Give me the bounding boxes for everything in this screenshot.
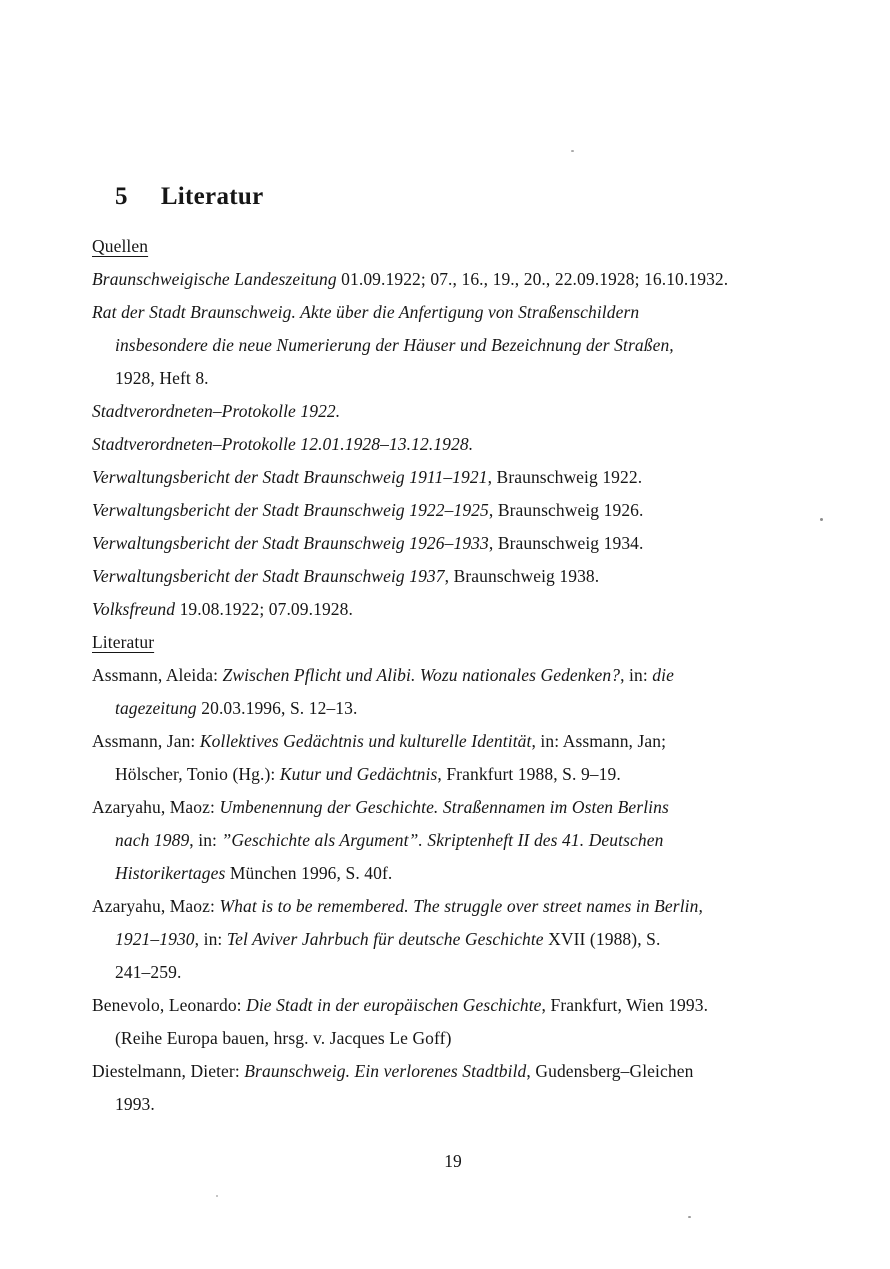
roman-text: , in: [620,665,653,685]
italic-text: Stadtverordneten–Protokolle 1922. [92,401,341,421]
roman-text: , Frankfurt, Wien 1993. [541,995,709,1015]
bib-entry-line [92,824,814,857]
roman-text: 20.03.1996, S. 12–13. [196,698,358,718]
roman-text: , Gudensberg–Gleichen [526,1061,694,1081]
italic-text: Verwaltungsbericht der Stadt Braunschweig 1926–1933 [92,533,489,553]
bib-entry-line [92,923,814,956]
italic-text: Stadtverordneten–Protokolle 12.01.1928–13.12.1928. [92,434,474,454]
bib-entry-line [92,296,814,329]
bib-entry [92,791,814,890]
bib-entry-line [92,527,814,560]
section-label-text: Literatur [92,632,155,652]
italic-text: Historikertages [115,863,226,883]
italic-text: ”Geschichte als Argument”. Skriptenheft II des 41. Deutschen [221,830,664,850]
bibliography [92,230,814,1121]
italic-text: What is to be remembered. The struggle over street names in Berlin, [219,896,703,916]
section-label [92,230,814,263]
bib-entry-line [92,560,814,593]
roman-text: München 1996, S. 40f. [225,863,393,883]
bib-entry-line [92,725,814,758]
bib-entry-line [92,758,814,791]
roman-text: Hölscher, Tonio (Hg.): [115,764,280,784]
bib-entry-line [92,956,814,989]
italic-text: Volksfreund [92,599,176,619]
roman-text: 241–259. [115,962,182,982]
italic-text: Umbenennung der Geschichte. Straßennamen im Osten Berlins [219,797,669,817]
italic-text: 1921–1930 [115,929,195,949]
italic-text: Verwaltungsbericht der Stadt Braunschweig 1922–1925 [92,500,489,520]
italic-text: Verwaltungsbericht der Stadt Braunschweig 1911–1921 [92,467,488,487]
italic-text: Die Stadt in der europäischen Geschichte [246,995,542,1015]
bib-entry [92,461,814,494]
bib-entry-line [92,791,814,824]
bib-entry [92,263,814,296]
bib-entry-line [92,1088,814,1121]
bib-entry [92,494,814,527]
roman-text: XVII (1988), S. [543,929,661,949]
italic-text: nach 1989 [115,830,190,850]
roman-text: Assmann, Jan: [92,731,200,751]
bib-entry-line [92,362,814,395]
bib-entry [92,989,814,1055]
bib-entry-line [92,329,814,362]
italic-text: Tel Aviver Jahrbuch für deutsche Geschichte [226,929,544,949]
roman-text: Azaryahu, Maoz: [92,797,220,817]
bib-entry-line [92,494,814,527]
roman-text: , in: [194,929,227,949]
roman-text: 01.09.1922; 07., 16., 19., 20., 22.09.1928; 16.10.1932. [336,269,729,289]
bib-entry-line [92,989,814,1022]
bib-entry-line [92,857,814,890]
section-heading [115,183,263,211]
roman-text: , Braunschweig 1938. [444,566,600,586]
bib-entry-line [92,593,814,626]
bib-entry-line [92,263,814,296]
roman-text: Benevolo, Leonardo: [92,995,247,1015]
scan-speck [571,150,574,152]
italic-text: Rat der Stadt Braunschweig. Akte über die Anfertigung von Straßenschildern [92,302,640,322]
italic-text: Zwischen Pflicht und Alibi. Wozu nationales Gedenken? [222,665,621,685]
italic-text: insbesondere die neue Numerierung der Häuser und Bezeichnung der Straßen, [115,335,674,355]
bib-entry [92,659,814,725]
bib-entry [92,560,814,593]
bib-entry-line [92,692,814,725]
italic-text: Braunschweig. Ein verlorenes Stadtbild [244,1061,527,1081]
roman-text: , Braunschweig 1926. [488,500,644,520]
bib-entry [92,725,814,791]
roman-text: Azaryahu, Maoz: [92,896,220,916]
bib-entry-line [92,461,814,494]
roman-text: , Frankfurt 1988, S. 9–19. [437,764,621,784]
bib-entry [92,395,814,428]
scan-speck [820,518,823,521]
roman-text: (Reihe Europa bauen, hrsg. v. Jacques Le Goff) [115,1028,452,1048]
roman-text: Assmann, Aleida: [92,665,223,685]
section-title: Literatur [160,183,264,210]
page-number: 19 [444,1151,462,1171]
roman-text: , Braunschweig 1922. [487,467,643,487]
roman-text: , in: [189,830,222,850]
roman-text: 19.08.1922; 07.09.1928. [175,599,353,619]
bib-entry-line [92,1055,814,1088]
bib-entry-line [92,395,814,428]
section-label [92,626,814,659]
italic-text: Verwaltungsbericht der Stadt Braunschweig 1937 [92,566,445,586]
roman-text: 1928, Heft 8. [115,368,209,388]
bib-entry [92,890,814,989]
bib-entry [92,428,814,461]
italic-text: die [652,665,674,685]
scan-speck [216,1195,218,1197]
italic-text: Kutur und Gedächtnis [279,764,438,784]
italic-text: Kollektives Gedächtnis und kulturelle Identität [199,731,532,751]
roman-text: , Braunschweig 1934. [488,533,644,553]
bib-entry-line [92,890,814,923]
bib-entry-line [92,659,814,692]
roman-text: 1993. [115,1094,155,1114]
roman-text: Diestelmann, Dieter: [92,1061,245,1081]
bib-entry [92,1055,814,1121]
section-label-text: Quellen [92,236,149,256]
bib-entry [92,527,814,560]
bib-entry [92,593,814,626]
bib-entry [92,296,814,395]
italic-text: Braunschweigische Landeszeitung [92,269,337,289]
section-number: 5 [115,183,128,210]
scan-speck [688,1216,691,1218]
italic-text: tagezeitung [115,698,197,718]
roman-text: , in: Assmann, Jan; [531,731,667,751]
bib-entry-line [92,1022,814,1055]
bib-entry-line [92,428,814,461]
